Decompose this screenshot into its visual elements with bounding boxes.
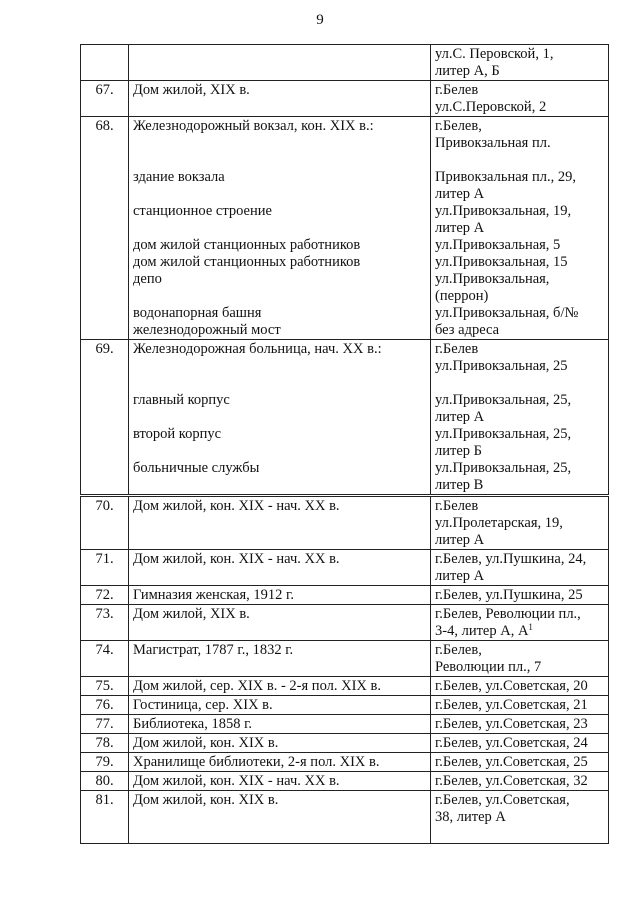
address-text: 3-4, литер А, А	[435, 623, 529, 639]
address-text: ул.Привокзальная,	[435, 271, 550, 287]
address-text: г.Белев,	[435, 118, 482, 134]
address-text: г.Белев, ул.Советская, 32	[435, 773, 588, 789]
object-name-line: Хранилище библиотеки, 2-я пол. XIX в.	[133, 754, 380, 770]
address-line	[435, 254, 604, 271]
address-text: г.Белев	[435, 498, 479, 514]
table-row	[81, 117, 609, 340]
address-line	[435, 532, 604, 549]
address-cell	[431, 677, 609, 696]
object-name-line: водонапорная башня	[133, 305, 262, 321]
address-text: ул.Привокзальная, 25,	[435, 460, 572, 476]
row-number: 79.	[81, 753, 129, 772]
address-line	[435, 99, 604, 116]
address-text: ул.С.Перовской, 2	[435, 99, 547, 115]
address-text: ул.С. Перовской, 1,	[435, 46, 554, 62]
address-text: г.Белев	[435, 341, 479, 357]
address-text: ул.Привокзальная, 15	[435, 254, 568, 270]
object-name-cell	[129, 605, 431, 641]
address-text: литер А, Б	[435, 63, 500, 79]
object-name-line: Гостиница, сер. XIX в.	[133, 697, 273, 713]
address-line	[435, 82, 604, 99]
address-cell	[431, 45, 609, 81]
address-text: ул.Привокзальная, 5	[435, 237, 561, 253]
address-line	[435, 392, 604, 409]
object-name-cell	[129, 641, 431, 677]
address-line	[435, 288, 604, 305]
address-cell	[431, 550, 609, 586]
address-line	[435, 697, 604, 714]
table-row	[81, 340, 609, 496]
object-name-line: Дом жилой, кон. XIX в.	[133, 735, 279, 751]
address-text: ул.Привокзальная, 25,	[435, 426, 572, 442]
address-text: литер А	[435, 568, 485, 584]
object-name-line	[133, 152, 426, 169]
table-row	[81, 696, 609, 715]
table-row	[81, 81, 609, 117]
address-text: г.Белев, ул.Пушкина, 24,	[435, 551, 587, 567]
row-number: 75.	[81, 677, 129, 696]
address-text: литер А	[435, 220, 485, 236]
address-line	[435, 203, 604, 220]
address-text: литер А	[435, 186, 485, 202]
address-text: Привокзальная пл.	[435, 135, 551, 151]
object-name-cell	[129, 550, 431, 586]
address-line	[435, 515, 604, 532]
table-row	[81, 586, 609, 605]
row-number: 68.	[81, 117, 129, 340]
object-name-cell	[129, 753, 431, 772]
row-number: 67.	[81, 81, 129, 117]
address-line	[435, 826, 604, 843]
address-line	[435, 678, 604, 695]
address-text: ул.Привокзальная, 19,	[435, 203, 572, 219]
address-line	[435, 754, 604, 771]
address-text: г.Белев, ул.Советская, 20	[435, 678, 588, 694]
object-name-line: Железнодорожная больница, нач. XX в.:	[133, 341, 382, 357]
address-text: ул.Привокзальная, 25	[435, 358, 568, 374]
object-name-line	[133, 443, 426, 460]
address-text: г.Белев, ул.Советская, 25	[435, 754, 588, 770]
table-row	[81, 715, 609, 734]
address-text: г.Белев, ул.Советская, 21	[435, 697, 588, 713]
address-text: литер Б	[435, 443, 482, 459]
object-name-cell	[129, 81, 431, 117]
address-line	[435, 152, 604, 169]
address-line	[435, 792, 604, 809]
object-name-line	[133, 358, 426, 375]
address-text: 38, литер А	[435, 809, 506, 825]
address-line	[435, 773, 604, 790]
object-name-line: Дом жилой, сер. XIX в. - 2-я пол. XIX в.	[133, 678, 381, 694]
table-row	[81, 753, 609, 772]
object-name-cell	[129, 45, 431, 81]
row-number: 73.	[81, 605, 129, 641]
table-row	[81, 791, 609, 844]
object-name-line: дом жилой станционных работников	[133, 254, 361, 270]
address-line	[435, 551, 604, 568]
row-number: 81.	[81, 791, 129, 844]
row-number: 78.	[81, 734, 129, 753]
object-name-line: депо	[133, 271, 162, 287]
object-name-line	[133, 186, 426, 203]
object-name-line: дом жилой станционных работников	[133, 237, 361, 253]
address-text: литер В	[435, 477, 484, 493]
object-name-line: главный корпус	[133, 392, 230, 408]
address-text: г.Белев,	[435, 642, 482, 658]
address-cell	[431, 117, 609, 340]
row-number: 77.	[81, 715, 129, 734]
monument-registry-table	[80, 44, 609, 844]
address-line	[435, 63, 604, 80]
object-name-line: Гимназия женская, 1912 г.	[133, 587, 294, 603]
table-row	[81, 550, 609, 586]
address-line	[435, 305, 604, 322]
object-name-cell	[129, 791, 431, 844]
address-text: г.Белев, ул.Пушкина, 25	[435, 587, 583, 603]
address-line	[435, 237, 604, 254]
object-name-line: Дом жилой, кон. XIX в.	[133, 792, 279, 808]
table-row	[81, 496, 609, 550]
object-name-line: Дом жилой, кон. XIX - нач. XX в.	[133, 498, 340, 514]
object-name-line	[133, 809, 426, 826]
address-text: без адреса	[435, 322, 500, 338]
object-name-cell	[129, 677, 431, 696]
object-name-line: Железнодорожный вокзал, кон. XIX в.:	[133, 118, 374, 134]
object-name-cell	[129, 586, 431, 605]
address-cell	[431, 641, 609, 677]
address-line	[435, 809, 604, 826]
address-line	[435, 271, 604, 288]
superscript-index: 1	[528, 622, 533, 632]
address-cell	[431, 605, 609, 641]
row-number: 80.	[81, 772, 129, 791]
address-cell	[431, 340, 609, 496]
table-row	[81, 772, 609, 791]
address-text: литер А	[435, 532, 485, 548]
address-cell	[431, 715, 609, 734]
address-cell	[431, 791, 609, 844]
address-text: ул.Пролетарская, 19,	[435, 515, 563, 531]
object-name-cell	[129, 772, 431, 791]
object-name-line: Библиотека, 1858 г.	[133, 716, 253, 732]
address-cell	[431, 753, 609, 772]
address-line	[435, 606, 604, 623]
object-name-line: Дом жилой, XIX в.	[133, 82, 250, 98]
address-text: Привокзальная пл., 29,	[435, 169, 576, 185]
address-text: литер А	[435, 409, 485, 425]
object-name-line: Дом жилой, XIX в.	[133, 606, 250, 622]
address-line	[435, 409, 604, 426]
address-line	[435, 169, 604, 186]
address-line	[435, 118, 604, 135]
row-number: 74.	[81, 641, 129, 677]
object-name-line: Дом жилой, кон. XIX - нач. XX в.	[133, 773, 340, 789]
address-line	[435, 220, 604, 237]
address-text: г.Белев, ул.Советская, 24	[435, 735, 588, 751]
address-cell	[431, 772, 609, 791]
object-name-line	[133, 826, 426, 843]
table-row	[81, 641, 609, 677]
address-line	[435, 568, 604, 585]
table-row	[81, 45, 609, 81]
address-text: (перрон)	[435, 288, 489, 304]
address-cell	[431, 696, 609, 715]
address-text: г.Белев	[435, 82, 479, 98]
address-line	[435, 46, 604, 63]
object-name-cell	[129, 696, 431, 715]
object-name-cell	[129, 117, 431, 340]
address-cell	[431, 586, 609, 605]
row-number: 71.	[81, 550, 129, 586]
object-name-line: станционное строение	[133, 203, 272, 219]
object-name-line	[133, 220, 426, 237]
object-name-line: больничные службы	[133, 460, 260, 476]
address-line	[435, 322, 604, 339]
address-text: Революции пл., 7	[435, 659, 542, 675]
address-text: г.Белев, ул.Советская, 23	[435, 716, 588, 732]
address-cell	[431, 734, 609, 753]
object-name-line	[133, 135, 426, 152]
address-text: ул.Привокзальная, б/№	[435, 305, 579, 321]
object-name-cell	[129, 496, 431, 550]
object-name-cell	[129, 715, 431, 734]
address-text: ул.Привокзальная, 25,	[435, 392, 572, 408]
object-name-line: Магистрат, 1787 г., 1832 г.	[133, 642, 294, 658]
object-name-line	[133, 375, 426, 392]
address-line	[435, 186, 604, 203]
row-number: 70.	[81, 496, 129, 550]
row-number: 72.	[81, 586, 129, 605]
address-line	[435, 358, 604, 375]
row-number: 69.	[81, 340, 129, 496]
object-name-line: железнодорожный мост	[133, 322, 281, 338]
address-line	[435, 443, 604, 460]
table-row	[81, 605, 609, 641]
object-name-line: здание вокзала	[133, 169, 225, 185]
address-text: г.Белев, Революции пл.,	[435, 606, 581, 622]
address-line	[435, 477, 604, 494]
row-number	[81, 45, 129, 81]
address-cell	[431, 81, 609, 117]
address-line	[435, 623, 604, 640]
object-name-cell	[129, 340, 431, 496]
object-name-line	[133, 288, 426, 305]
object-name-line	[133, 409, 426, 426]
object-name-line: Дом жилой, кон. XIX - нач. XX в.	[133, 551, 340, 567]
address-line	[435, 735, 604, 752]
address-line	[435, 642, 604, 659]
address-line	[435, 460, 604, 477]
object-name-line: второй корпус	[133, 426, 222, 442]
address-line	[435, 498, 604, 515]
object-name-line	[133, 46, 426, 63]
address-text: г.Белев, ул.Советская,	[435, 792, 570, 808]
row-number: 76.	[81, 696, 129, 715]
address-line	[435, 659, 604, 676]
table-row	[81, 734, 609, 753]
page-number: 9	[316, 12, 324, 28]
address-line	[435, 426, 604, 443]
address-line	[435, 587, 604, 604]
table-row	[81, 677, 609, 696]
address-cell	[431, 496, 609, 550]
address-line	[435, 135, 604, 152]
address-line	[435, 341, 604, 358]
object-name-cell	[129, 734, 431, 753]
address-line	[435, 375, 604, 392]
object-name-line	[133, 477, 426, 494]
address-line	[435, 716, 604, 733]
